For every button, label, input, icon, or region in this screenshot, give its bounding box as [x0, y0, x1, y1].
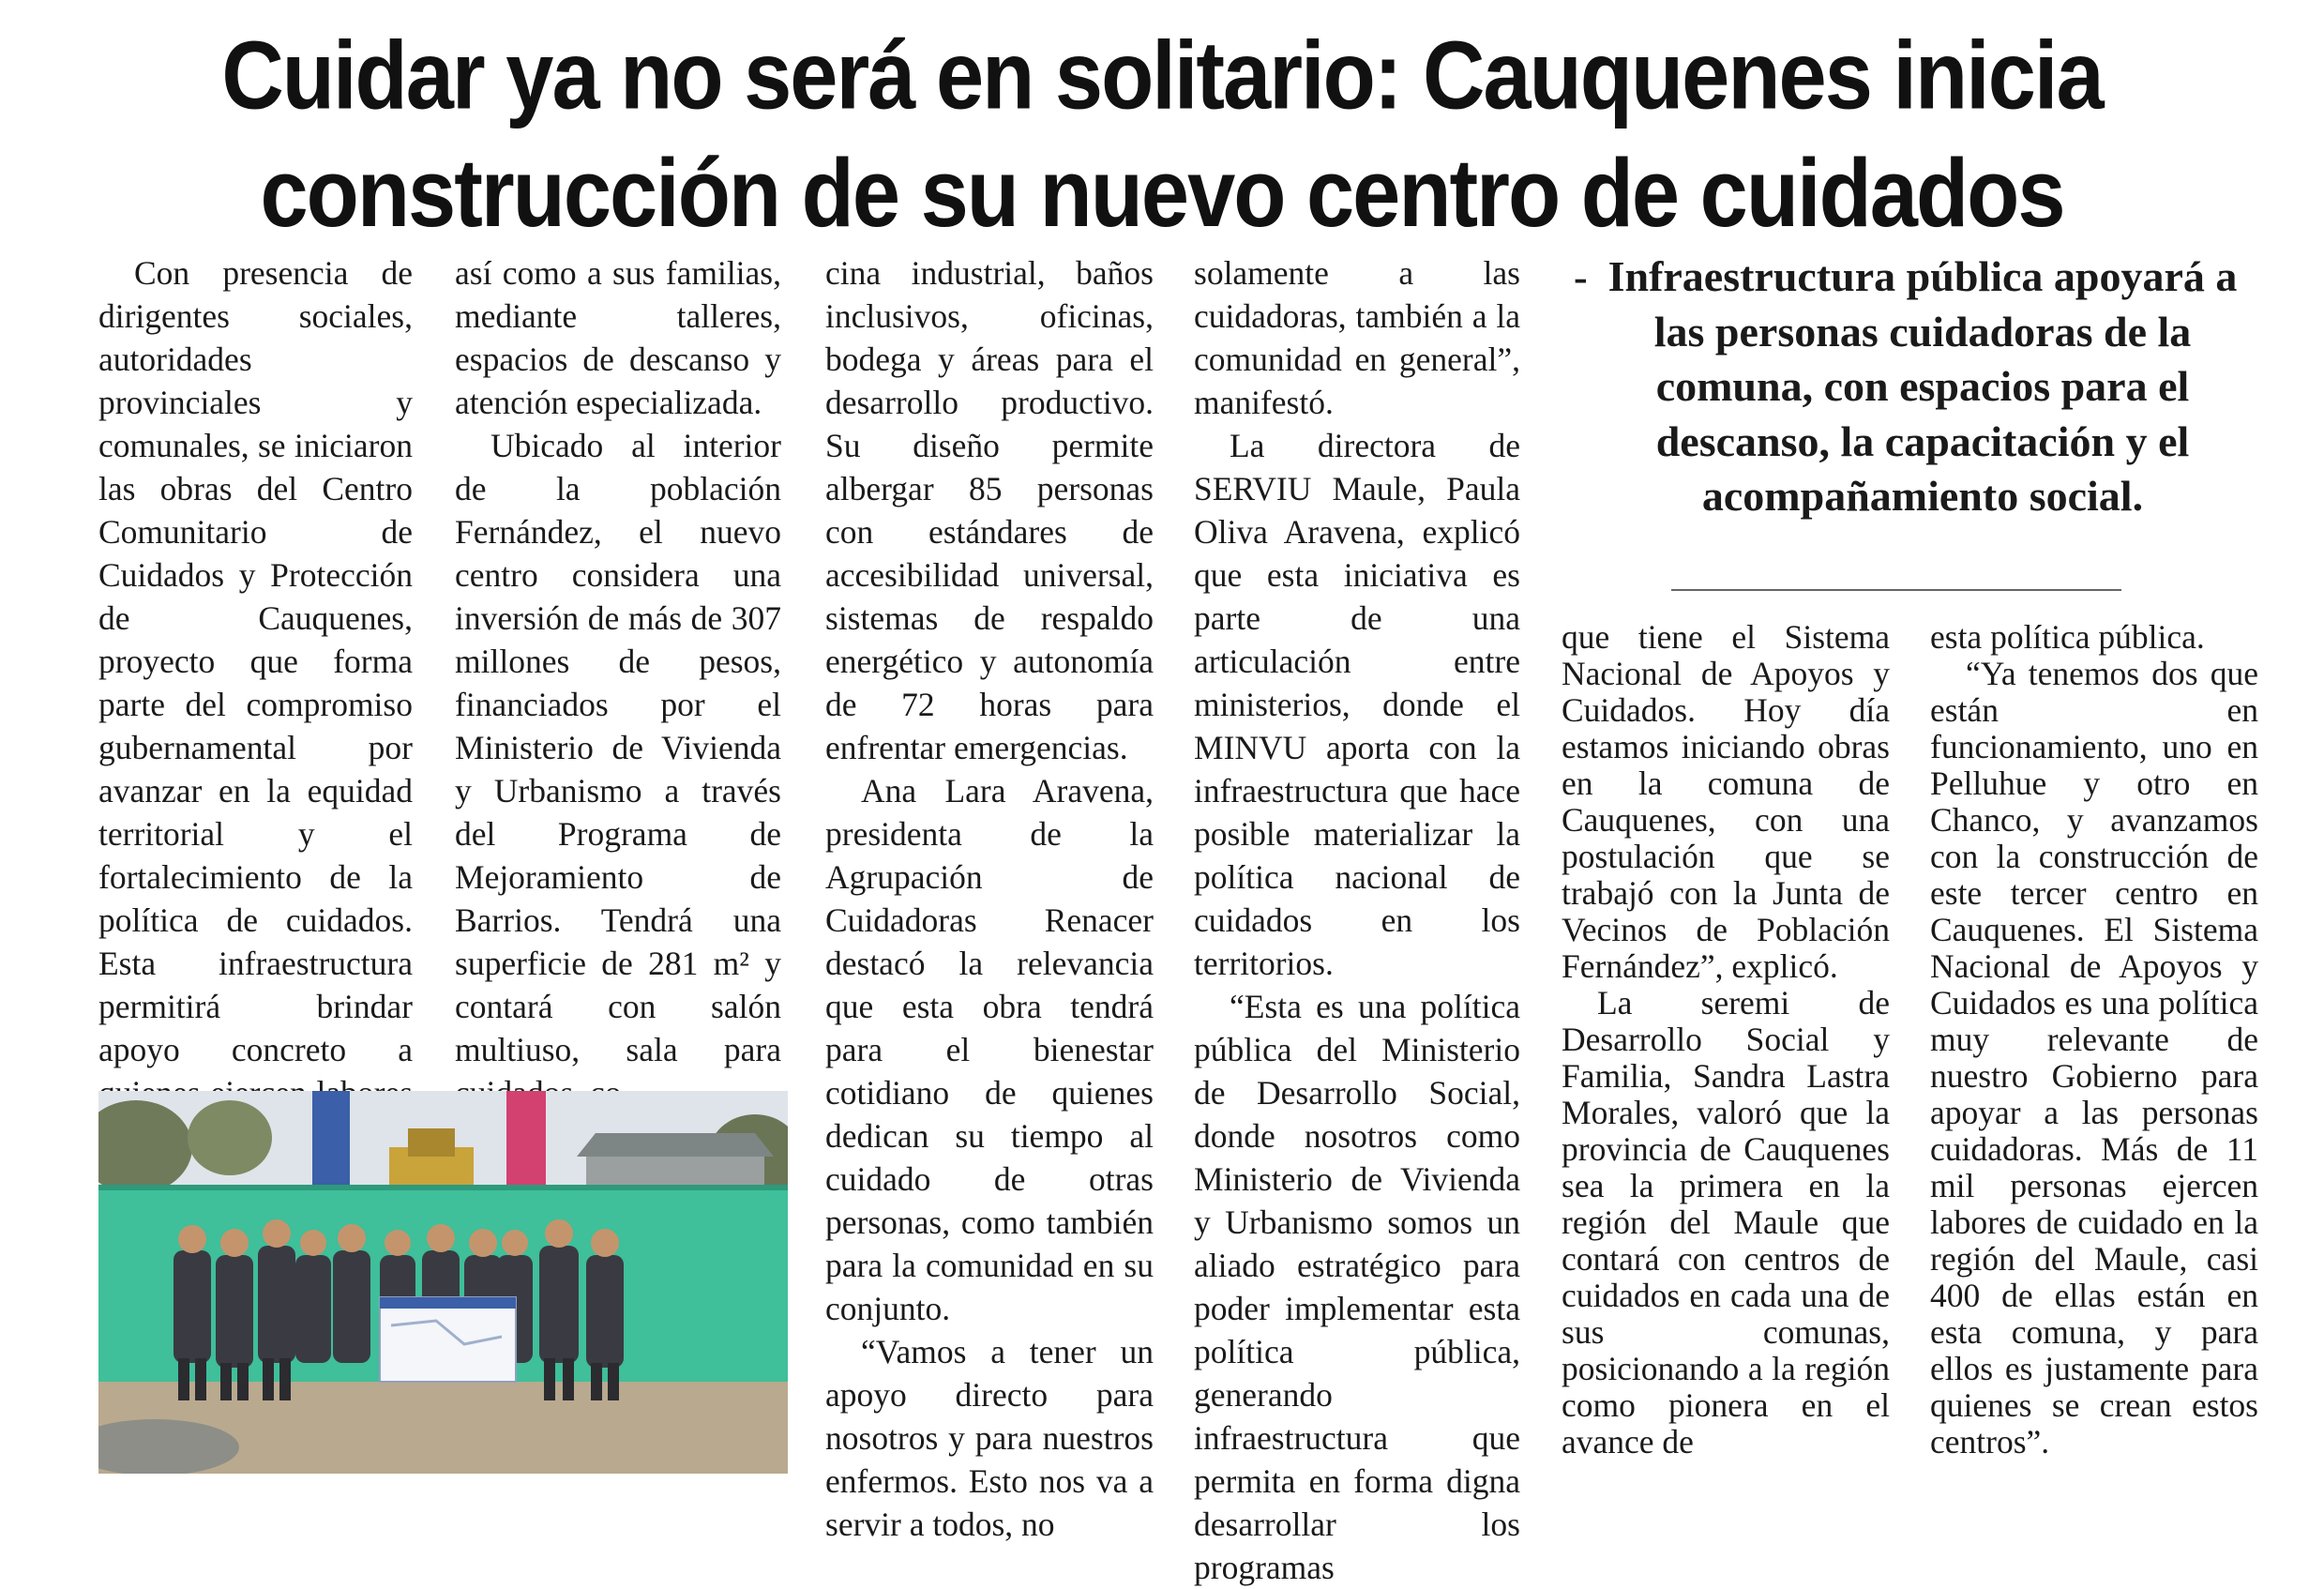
- article-column-3: [825, 251, 1154, 1546]
- article-column-6: [1930, 619, 2258, 1460]
- article-column-4: [1194, 251, 1520, 1589]
- pull-quote-rule: [1671, 589, 2121, 591]
- headline: Cuidar ya no será en solitario: Cauquenes inicia construcción de su nuevo centro de cuidados: [221, 22, 2103, 248]
- paragraph: Ubicado al interior de la población Fernández, el nuevo centro considera una inversión de más de 307 millones de pesos, financiados por el Ministerio de Vivienda y Urbanismo a través del Programa de Mejoramiento de Barrios. Tendrá una superficie de 281 m² y contará con salón multiuso, sala para: [455, 427, 781, 1068]
- paragraph: solamente a las cuidadoras, también a la comunidad en general”, manifestó.: [1194, 254, 1520, 421]
- paragraph: esta política pública.: [1930, 618, 2205, 656]
- article-column-1: [98, 251, 413, 1158]
- paragraph: Con presencia de dirigentes sociales, autoridades provinciales y comunales, se iniciaron las obras del Centro Comunitario de Cuidados y Protección de Cauquenes, proyecto que forma parte del compromiso gubernamental por avanzar en la equidad territorial y el fortalecimiento de la política de cuidados. Esta infraestructura permitirá brindar apoyo concreto a: [98, 254, 413, 1068]
- paragraph: cina industrial, baños inclusivos, oficinas, bodega y áreas para el desarrollo productivo. Su diseño permite albergar 85 personas con estándares de accesibilidad universal, sistemas de respaldo energético y autonomía de 72 horas para enfrentar emergencias.: [825, 254, 1154, 766]
- paragraph: “Esta es una política pública del Ministerio de Desarrollo Social, donde nosotros como Ministerio de Vivienda y Urbanismo somos un aliado estratégico para poder implementar esta política pública, generando infraestructura que permita en forma digna desarrollar los programas: [1194, 988, 1520, 1586]
- paragraph: “Ya tenemos dos que están en funcionamiento, uno en Pelluhue y otro en Chanco, y avanzamos con la construcción de este tercer centro en Cauquenes. El Sistema Nacional de Apoyos y Cuidados es una política muy relevante de nuestro Gobierno para apoyar a las personas cuidadoras. Más de 11 mil personas ejercen labores de cuidado en la región del Maule, casi 400 de ellas están en esta comuna, y para ellos es justamente para quienes se crean estos centros”.: [1930, 655, 2258, 1460]
- paragraph: “Vamos a tener un apoyo directo para nosotros y para nuestros enfermos. Esto nos va a servir a todos, no: [825, 1333, 1154, 1543]
- group-photo: [98, 1091, 788, 1474]
- article-column-2: [455, 251, 781, 1114]
- paragraph: La seremi de Desarrollo Social y Familia, Sandra Lastra Morales, valoró que la provincia de Cauquenes sea la primera en la región del Maule que contará con centros de cuidados en cada una de sus comunas, posicionando a la región como pionera en el avance de: [1562, 984, 1890, 1460]
- paragraph: así como a sus familias, mediante talleres, espacios de descanso y atención especializada.: [455, 254, 781, 421]
- pull-quote: Infraestructura pública apoyará a las personas cuidadoras de la comuna, con espacios para el descanso, la capacitación y el acompañamiento social.: [1607, 252, 2238, 520]
- paragraph: Ana Lara Aravena, presidenta de la Agrupación de Cuidadoras Renacer destacó la relevancia que esta obra tendrá para el bienestar cotidiano de quienes dedican su tiempo al cuidado de otras personas, como también para la comunidad en su conjunto.: [825, 772, 1154, 1327]
- paragraph: La directora de SERVIU Maule, Paula Oliva Aravena, explicó que esta iniciativa es parte de una articulación entre ministerios, donde el MINVU aporta con la infraestructura que hace posible materializar la política nacional de cuidados en los territorios.: [1194, 427, 1520, 982]
- article-column-5: [1562, 619, 1890, 1460]
- paragraph: que tiene el Sistema Nacional de Apoyos y Cuidados. Hoy día estamos iniciando obras en la comuna de Cauquenes, con una postulación que se trabajó con la Junta de Vecinos de Población Fernández”, explicó.: [1562, 618, 1890, 985]
- pull-quote-dash: -: [1574, 254, 1588, 300]
